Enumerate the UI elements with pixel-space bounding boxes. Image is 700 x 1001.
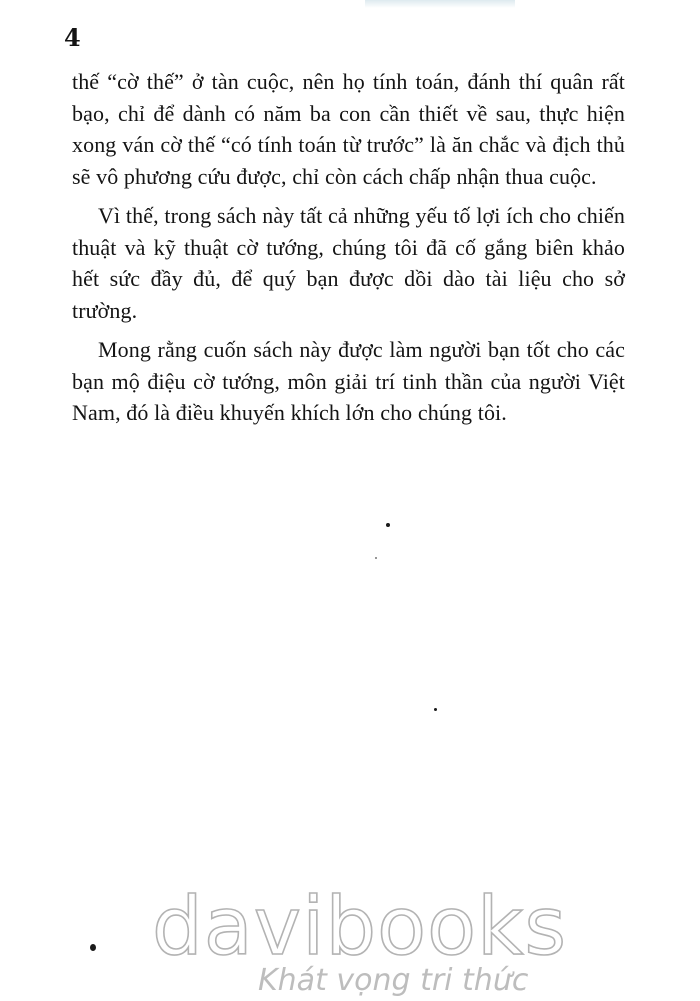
scan-speck [386, 523, 390, 527]
body-text [72, 66, 625, 437]
paragraph-1: thế “cờ thế” ở tàn cuộc, nên họ tính toán, đánh thí quân rất bạo, chỉ để dành có năm ba con cần thiết về sau, thực hiện xong ván cờ thế “có tính toán từ trước” là ăn chắc và địch thủ sẽ vô phương cứu được, chỉ còn cách chấp nhận thua cuộc. [72, 69, 625, 189]
scan-smudge [365, 0, 515, 8]
scan-speck [375, 557, 377, 559]
watermark-logo [152, 868, 572, 998]
paragraph-2: Vì thế, trong sách này tất cả những yếu tố lợi ích cho chiến thuật và kỹ thuật cờ tướng, chúng tôi đã cố gắng biên khảo hết sức đầy đủ, để quý bạn được dồi dào tài liệu cho sở trường. [72, 203, 625, 323]
scan-speck [90, 944, 96, 951]
scan-speck [434, 708, 437, 711]
watermark-brand: davibooks [152, 880, 568, 973]
watermark-tagline: Khát vọng tri thức [258, 963, 529, 998]
paragraph-3: Mong rằng cuốn sách này được làm người bạn tốt cho các bạn mộ điệu cờ tướng, môn giải trí tinh thần của người Việt Nam, đó là điều khuyến khích lớn cho chúng tôi. [72, 337, 625, 425]
page-number: 4 [64, 23, 81, 52]
